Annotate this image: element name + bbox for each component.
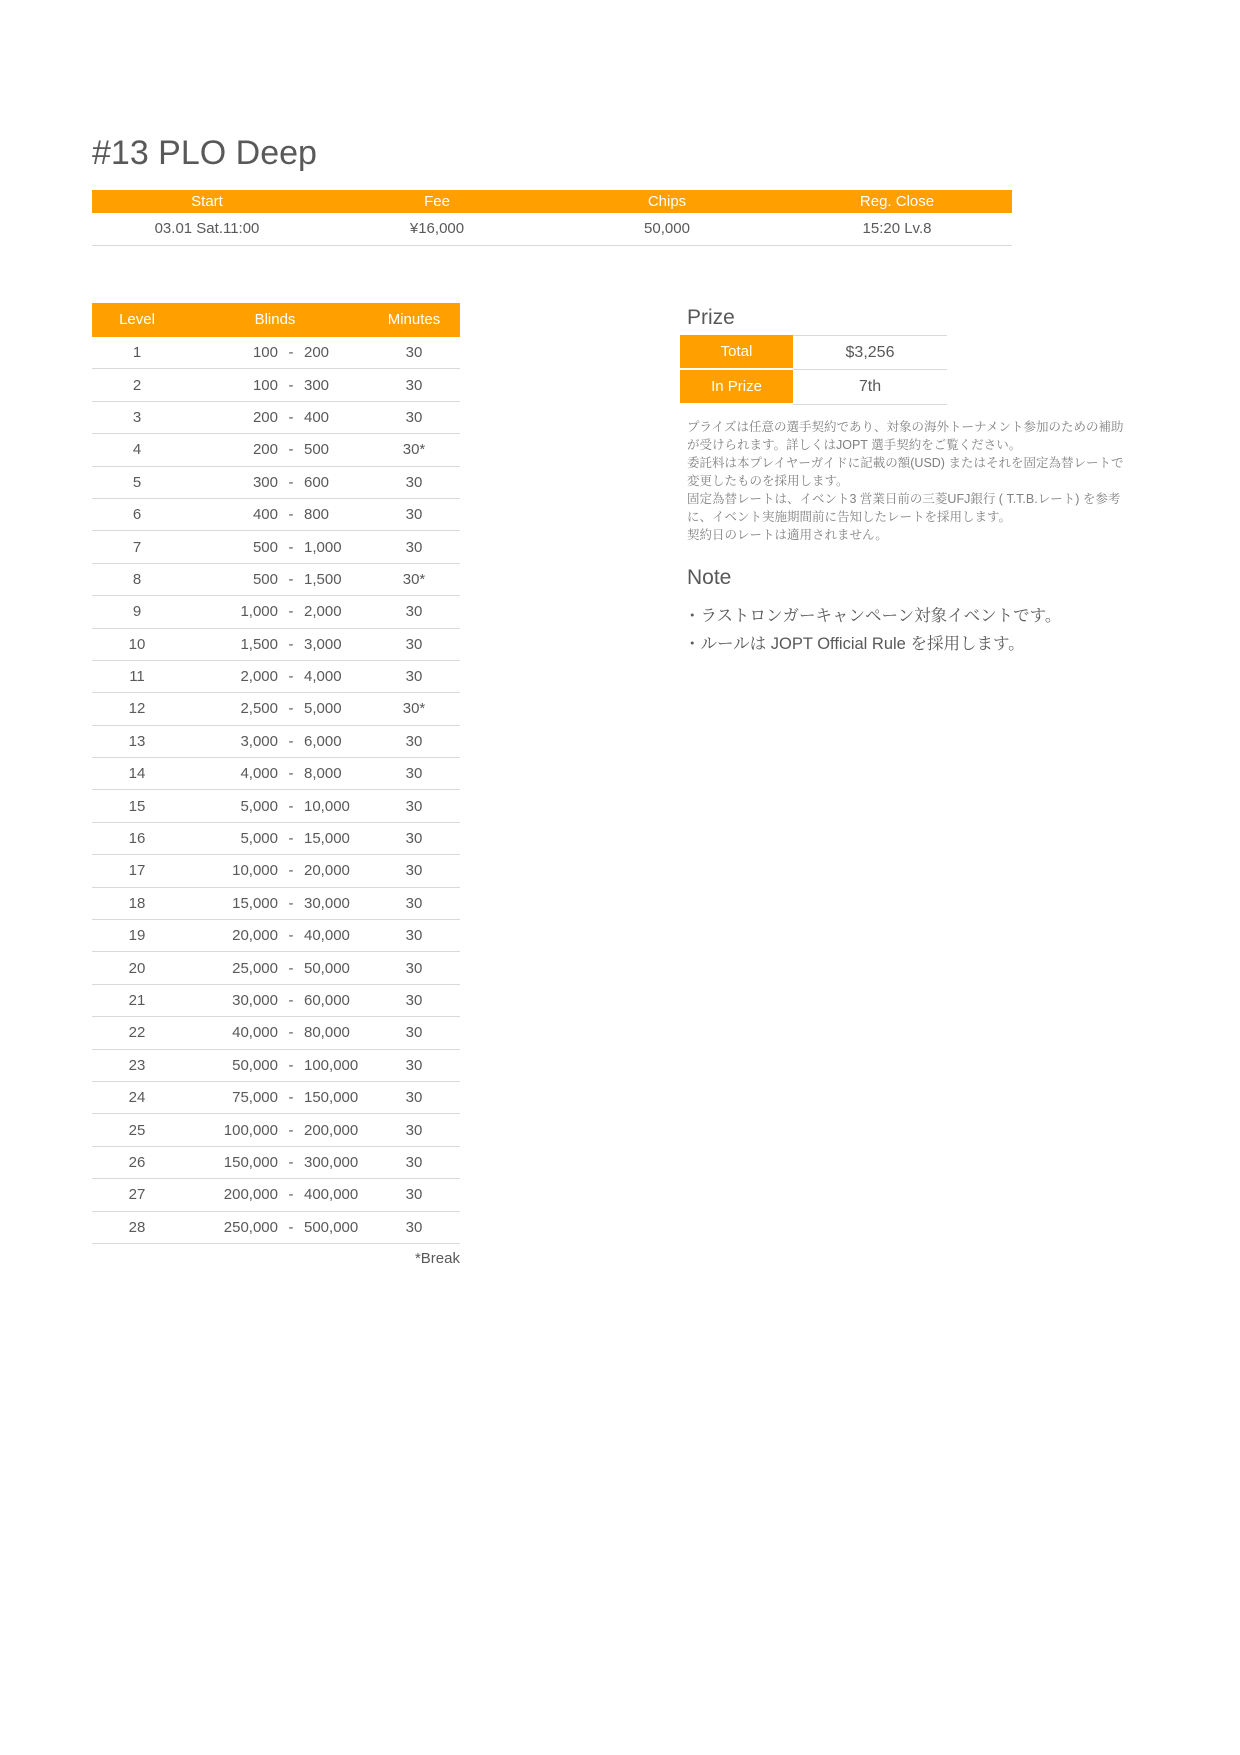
blinds-dash: - <box>288 797 294 815</box>
small-blind: 300 <box>252 473 278 491</box>
event-info-value-row <box>92 213 1012 246</box>
level-table-row <box>92 564 460 596</box>
blinds-dash: - <box>288 344 294 362</box>
small-blind: 75,000 <box>232 1089 278 1107</box>
level-number: 4 <box>132 441 142 459</box>
level-number: 6 <box>132 506 142 524</box>
blinds-cell <box>182 733 368 750</box>
level-number: 19 <box>128 927 146 945</box>
blinds-cell <box>182 895 368 912</box>
small-blind: 2,000 <box>240 668 278 686</box>
blinds-dash: - <box>288 1024 294 1042</box>
blinds-cell <box>182 765 368 782</box>
blinds-cell <box>182 700 368 717</box>
level-table-row <box>92 1017 460 1049</box>
prize-in-prize-label: In Prize <box>680 370 793 405</box>
big-blind: 5,000 <box>304 700 342 718</box>
blinds-cell <box>182 1186 368 1203</box>
big-blind: 60,000 <box>304 992 350 1009</box>
blinds-cell <box>182 830 368 847</box>
small-blind: 100,000 <box>223 1121 278 1139</box>
minutes-value: 30* <box>402 700 426 718</box>
page-title: #13 PLO Deep <box>92 134 317 172</box>
small-blind: 40,000 <box>232 1024 278 1042</box>
minutes-value: 30 <box>405 1121 423 1139</box>
minutes-value: 30 <box>405 473 423 491</box>
level-number: 3 <box>132 408 142 426</box>
level-number: 22 <box>128 1024 146 1042</box>
prize-note-paragraph: 契約日のレートは適用されません。 <box>687 528 888 542</box>
blinds-cell <box>182 1122 368 1139</box>
small-blind: 150,000 <box>223 1153 278 1171</box>
minutes-value: 30 <box>405 506 423 524</box>
level-table-row <box>92 920 460 952</box>
big-blind: 8,000 <box>304 765 342 783</box>
event-info-header-row <box>92 190 1012 213</box>
big-blind: 1,000 <box>304 538 342 556</box>
big-blind: 2,000 <box>304 603 342 621</box>
minutes-value: 30 <box>405 635 423 653</box>
big-blind: 800 <box>304 506 330 524</box>
level-table-row <box>92 467 460 499</box>
prize-total-label: Total <box>680 335 793 370</box>
info-header-fee: Fee <box>424 193 450 210</box>
blinds-cell <box>182 344 368 361</box>
blinds-cell <box>182 1154 368 1171</box>
break-footnote: *Break <box>414 1250 460 1267</box>
minutes-value: 30 <box>405 603 423 621</box>
small-blind: 100 <box>252 376 278 394</box>
blinds-cell <box>182 1219 368 1236</box>
blinds-cell <box>182 992 368 1009</box>
small-blind: 2,500 <box>240 700 278 718</box>
level-table-row <box>92 434 460 466</box>
info-value-chips: 50,000 <box>644 220 690 237</box>
info-header-chips: Chips <box>647 193 687 210</box>
big-blind: 400 <box>304 408 330 426</box>
big-blind: 100,000 <box>304 1056 359 1074</box>
prize-heading: Prize <box>687 306 735 329</box>
level-table-row <box>92 337 460 369</box>
level-number: 7 <box>132 538 142 556</box>
big-blind: 300 <box>304 376 330 394</box>
blinds-dash: - <box>288 506 294 524</box>
blinds-cell <box>182 377 368 394</box>
small-blind: 100 <box>252 344 278 362</box>
level-table-row <box>92 596 460 628</box>
big-blind: 50,000 <box>304 959 350 977</box>
level-number: 16 <box>128 830 146 848</box>
level-table-row <box>92 726 460 758</box>
small-blind: 1,500 <box>240 635 278 653</box>
minutes-value: 30 <box>405 1186 423 1204</box>
level-table-row <box>92 952 460 984</box>
level-table-row <box>92 1082 460 1114</box>
blinds-cell <box>182 927 368 944</box>
blinds-cell <box>182 506 368 523</box>
minutes-value: 30 <box>405 765 423 783</box>
prize-total-value: $3,256 <box>793 335 947 370</box>
big-blind: 200 <box>304 344 330 362</box>
level-number: 11 <box>129 668 145 686</box>
minutes-value: 30 <box>405 959 423 977</box>
big-blind: 600 <box>304 473 330 491</box>
level-number: 17 <box>128 862 146 880</box>
blinds-dash: - <box>288 603 294 621</box>
blinds-cell <box>182 409 368 426</box>
level-table-row <box>92 888 460 920</box>
small-blind: 5,000 <box>240 830 278 848</box>
big-blind: 10,000 <box>304 797 350 815</box>
level-number: 28 <box>128 1218 146 1236</box>
minutes-value: 30 <box>405 927 423 945</box>
level-number: 5 <box>132 473 142 491</box>
blinds-dash: - <box>288 376 294 394</box>
minutes-value: 30 <box>405 830 423 848</box>
blinds-dash: - <box>288 1089 294 1107</box>
level-number: 1 <box>132 344 142 362</box>
blinds-dash: - <box>288 927 294 945</box>
prize-in-prize-value: 7th <box>793 370 947 405</box>
prize-table <box>680 335 947 405</box>
level-number: 26 <box>128 1153 146 1171</box>
prize-row-total <box>680 335 947 370</box>
level-number: 15 <box>128 797 146 815</box>
minutes-value: 30 <box>405 797 423 815</box>
prize-note-paragraph: 委託料は本プレイヤーガイドに記載の額(USD) またはそれを固定為替レートで変更したものを採用します。 <box>687 456 1124 488</box>
level-number: 25 <box>128 1121 146 1139</box>
note-item: ・ラストロンガーキャンペーン対象イベントです。 <box>684 607 1062 625</box>
small-blind: 250,000 <box>223 1218 278 1236</box>
level-number: 8 <box>132 570 142 588</box>
level-table-row <box>92 1179 460 1211</box>
small-blind: 50,000 <box>232 1056 278 1074</box>
blinds-dash: - <box>288 441 294 459</box>
level-number: 13 <box>128 732 146 750</box>
big-blind: 80,000 <box>304 1024 350 1042</box>
level-table-row <box>92 823 460 855</box>
blinds-dash: - <box>288 538 294 556</box>
level-table-row <box>92 1114 460 1146</box>
level-table-row <box>92 661 460 693</box>
blinds-cell <box>182 1024 368 1041</box>
minutes-value: 30 <box>405 408 423 426</box>
blinds-dash: - <box>288 862 294 880</box>
level-number: 21 <box>128 992 146 1009</box>
big-blind: 30,000 <box>304 894 350 912</box>
big-blind: 15,000 <box>304 830 350 848</box>
minutes-value: 30 <box>405 1024 423 1042</box>
blinds-cell <box>182 636 368 653</box>
big-blind: 3,000 <box>304 635 342 653</box>
blinds-cell <box>182 668 368 685</box>
level-table-row <box>92 629 460 661</box>
blinds-dash: - <box>288 765 294 783</box>
prize-note-paragraph: 固定為替レートは、イベント3 営業日前の三菱UFJ銀行 ( T.T.B.レート) を参考に、イベント実施期間前に告知したレートを採用します。 <box>687 492 1121 524</box>
minutes-value: 30* <box>402 570 426 588</box>
big-blind: 200,000 <box>304 1121 359 1139</box>
note-heading: Note <box>687 566 732 589</box>
blinds-dash: - <box>288 992 294 1009</box>
minutes-value: 30 <box>405 732 423 750</box>
levels-header-level: Level <box>119 311 155 328</box>
big-blind: 500,000 <box>304 1218 359 1236</box>
big-blind: 4,000 <box>304 668 342 686</box>
blinds-dash: - <box>288 700 294 718</box>
blinds-dash: - <box>288 959 294 977</box>
blinds-dash: - <box>288 894 294 912</box>
blinds-dash: - <box>288 1056 294 1074</box>
level-table-row <box>92 985 460 1017</box>
minutes-value: 30* <box>402 441 426 459</box>
minutes-value: 30 <box>405 1056 423 1074</box>
info-value-start: 03.01 Sat.11:00 <box>154 220 260 237</box>
small-blind: 15,000 <box>232 894 278 912</box>
big-blind: 20,000 <box>304 862 350 880</box>
blinds-cell <box>182 960 368 977</box>
prize-notes <box>687 418 1125 544</box>
big-blind: 500 <box>304 441 330 459</box>
small-blind: 400 <box>252 506 278 524</box>
blinds-cell <box>182 862 368 879</box>
level-table-row <box>92 499 460 531</box>
small-blind: 200 <box>252 441 278 459</box>
info-value-reg-close: 15:20 Lv.8 <box>862 220 932 237</box>
blinds-cell <box>182 441 368 458</box>
prize-note-paragraph: プライズは任意の選手契約であり、対象の海外トーナメント参加のための補助が受けられます。詳しくはJOPT 選手契約をご覧ください。 <box>687 420 1124 452</box>
level-table-row <box>92 1050 460 1082</box>
big-blind: 400,000 <box>304 1186 359 1204</box>
big-blind: 300,000 <box>304 1153 359 1171</box>
minutes-value: 30 <box>405 1218 423 1236</box>
minutes-value: 30 <box>405 668 423 686</box>
level-number: 27 <box>128 1186 146 1204</box>
blinds-cell <box>182 1089 368 1106</box>
level-table-body <box>92 337 460 1244</box>
small-blind: 200 <box>252 408 278 426</box>
blinds-dash: - <box>288 1153 294 1171</box>
level-number: 14 <box>128 765 146 783</box>
level-table-row <box>92 402 460 434</box>
prize-row-in-prize <box>680 370 947 405</box>
blinds-dash: - <box>288 635 294 653</box>
levels-header-minutes: Minutes <box>387 311 441 328</box>
blind-levels-header-row <box>92 303 460 337</box>
minutes-value: 30 <box>405 538 423 556</box>
small-blind: 4,000 <box>240 765 278 783</box>
level-number: 2 <box>132 376 142 394</box>
minutes-value: 30 <box>405 992 423 1009</box>
blinds-cell <box>182 539 368 556</box>
level-table-row <box>92 1147 460 1179</box>
big-blind: 1,500 <box>304 570 342 588</box>
blinds-dash: - <box>288 1121 294 1139</box>
small-blind: 1,000 <box>240 603 278 621</box>
level-number: 12 <box>128 700 146 718</box>
level-number: 9 <box>132 603 142 621</box>
blinds-dash: - <box>288 668 294 686</box>
blinds-dash: - <box>288 570 294 588</box>
level-table-row <box>92 693 460 725</box>
minutes-value: 30 <box>405 862 423 880</box>
blinds-dash: - <box>288 830 294 848</box>
small-blind: 5,000 <box>240 797 278 815</box>
blinds-dash: - <box>288 732 294 750</box>
info-value-fee: ¥16,000 <box>409 220 465 237</box>
minutes-value: 30 <box>405 344 423 362</box>
small-blind: 3,000 <box>240 732 278 750</box>
level-table-row <box>92 790 460 822</box>
minutes-value: 30 <box>405 376 423 394</box>
small-blind: 500 <box>252 570 278 588</box>
blinds-dash: - <box>288 473 294 491</box>
info-header-reg-close: Reg. Close <box>859 193 935 210</box>
level-number: 10 <box>128 635 146 653</box>
minutes-value: 30 <box>405 894 423 912</box>
levels-header-blinds: Blinds <box>254 311 296 328</box>
small-blind: 25,000 <box>232 959 278 977</box>
note-item: ・ルールは JOPT Official Rule を採用します。 <box>684 635 1025 653</box>
level-table-row <box>92 369 460 401</box>
small-blind: 500 <box>252 538 278 556</box>
blind-levels-table <box>92 303 460 1244</box>
level-table-row <box>92 1212 460 1244</box>
small-blind: 10,000 <box>232 862 278 880</box>
event-info-table <box>92 190 1012 246</box>
level-table-row <box>92 855 460 887</box>
info-header-start: Start <box>191 193 223 210</box>
level-table-row <box>92 758 460 790</box>
small-blind: 30,000 <box>232 992 278 1009</box>
minutes-value: 30 <box>405 1153 423 1171</box>
small-blind: 200,000 <box>223 1186 278 1204</box>
blinds-cell <box>182 798 368 815</box>
level-number: 20 <box>128 959 146 977</box>
big-blind: 150,000 <box>304 1089 359 1107</box>
big-blind: 6,000 <box>304 732 342 750</box>
level-number: 23 <box>128 1056 146 1074</box>
blinds-cell <box>182 1057 368 1074</box>
blinds-cell <box>182 571 368 588</box>
note-items <box>684 602 1061 658</box>
blinds-dash: - <box>288 1186 294 1204</box>
blinds-dash: - <box>288 408 294 426</box>
blinds-cell <box>182 603 368 620</box>
minutes-value: 30 <box>405 1089 423 1107</box>
level-number: 24 <box>128 1089 146 1107</box>
small-blind: 20,000 <box>232 927 278 945</box>
level-number: 18 <box>128 894 146 912</box>
blinds-dash: - <box>288 1218 294 1236</box>
big-blind: 40,000 <box>304 927 350 945</box>
level-table-row <box>92 531 460 563</box>
blinds-cell <box>182 474 368 491</box>
